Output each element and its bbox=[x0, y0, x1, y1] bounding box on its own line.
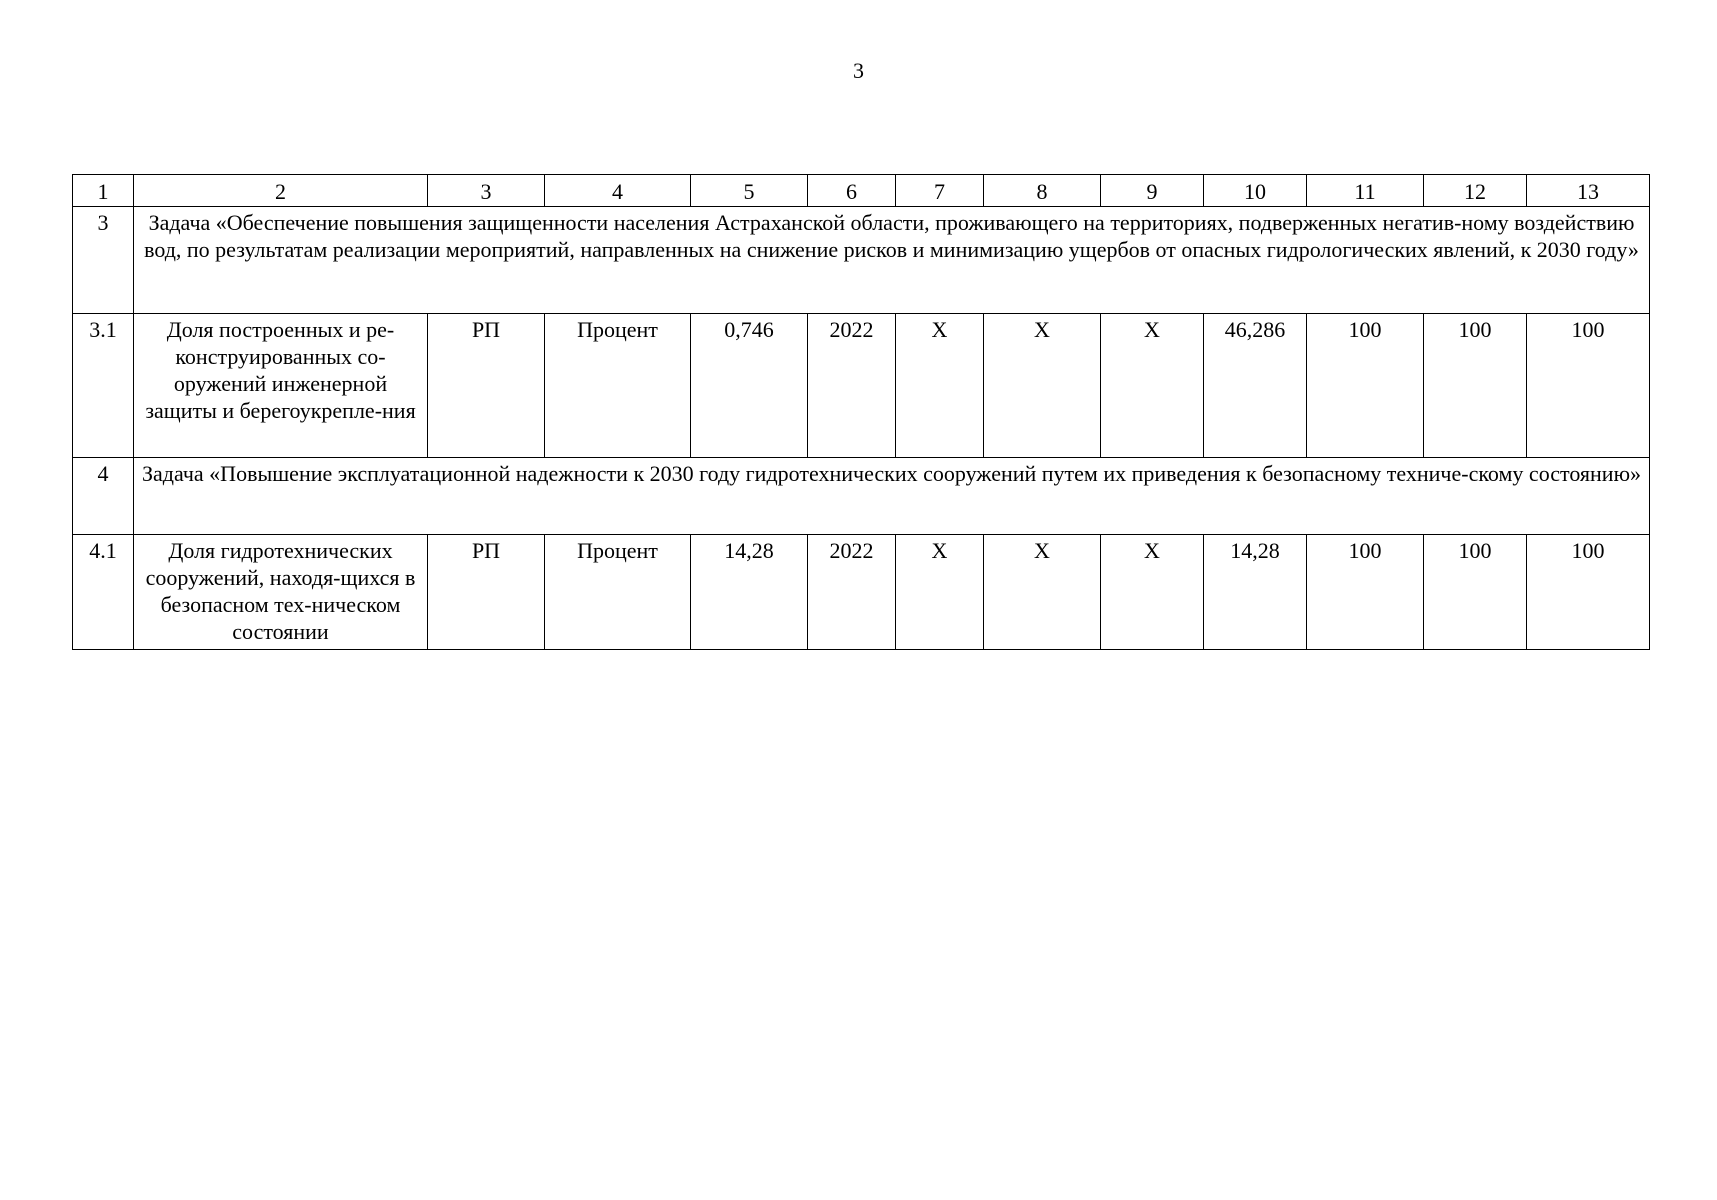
page-number: 3 bbox=[853, 58, 864, 83]
table-header-row bbox=[73, 175, 1650, 207]
task-row bbox=[73, 458, 1650, 535]
column-header: 6 bbox=[808, 175, 896, 207]
indicator-base-year: 2022 bbox=[808, 314, 896, 458]
task-text: Задача «Обеспечение повышения защищенности населения Астраханской области, проживающего на территориях, подверженных негатив-ному воздействию вод, по результатам реализации мероприятий, направленных на снижение рисков и минимизацию ущербов от опасных гидрологических явлений, к 2030 году» bbox=[134, 207, 1650, 314]
indicator-level: РП bbox=[428, 314, 545, 458]
task-number: 3 bbox=[73, 207, 134, 314]
column-header: 9 bbox=[1101, 175, 1204, 207]
indicator-col11: 100 bbox=[1307, 314, 1424, 458]
indicator-col8: Х bbox=[984, 535, 1101, 650]
column-header: 11 bbox=[1307, 175, 1424, 207]
indicator-col12: 100 bbox=[1424, 535, 1527, 650]
indicator-number: 4.1 bbox=[73, 535, 134, 650]
indicator-col9: Х bbox=[1101, 535, 1204, 650]
task-row bbox=[73, 207, 1650, 314]
indicator-base-year: 2022 bbox=[808, 535, 896, 650]
indicator-col12: 100 bbox=[1424, 314, 1527, 458]
column-header: 2 bbox=[134, 175, 428, 207]
column-header: 13 bbox=[1527, 175, 1650, 207]
indicator-unit: Процент bbox=[545, 314, 691, 458]
task-number: 4 bbox=[73, 458, 134, 535]
column-header: 5 bbox=[691, 175, 808, 207]
indicator-name: Доля гидротехнических сооружений, находя-щихся в безопасном тех-ническом состоянии bbox=[134, 535, 428, 650]
indicator-col10: 14,28 bbox=[1204, 535, 1307, 650]
indicator-number: 3.1 bbox=[73, 314, 134, 458]
indicator-base-value: 0,746 bbox=[691, 314, 808, 458]
indicators-table bbox=[72, 174, 1650, 650]
column-header: 4 bbox=[545, 175, 691, 207]
column-header: 10 bbox=[1204, 175, 1307, 207]
indicator-col7: Х bbox=[896, 314, 984, 458]
indicator-col13: 100 bbox=[1527, 314, 1650, 458]
indicator-level: РП bbox=[428, 535, 545, 650]
indicator-col8: Х bbox=[984, 314, 1101, 458]
column-header: 12 bbox=[1424, 175, 1527, 207]
indicator-col10: 46,286 bbox=[1204, 314, 1307, 458]
indicator-name: Доля построенных и ре-конструированных со-оружений инженерной защиты и берегоукрепле-ния bbox=[134, 314, 428, 458]
indicator-row bbox=[73, 535, 1650, 650]
indicator-col13: 100 bbox=[1527, 535, 1650, 650]
column-header: 3 bbox=[428, 175, 545, 207]
indicator-unit: Процент bbox=[545, 535, 691, 650]
task-text: Задача «Повышение эксплуатационной надежности к 2030 году гидротехнических сооружений путем их приведения к безопасному техниче-скому состоянию» bbox=[134, 458, 1650, 535]
column-header: 1 bbox=[73, 175, 134, 207]
column-header: 8 bbox=[984, 175, 1101, 207]
indicator-col11: 100 bbox=[1307, 535, 1424, 650]
indicator-col7: Х bbox=[896, 535, 984, 650]
indicator-col9: Х bbox=[1101, 314, 1204, 458]
column-header: 7 bbox=[896, 175, 984, 207]
indicator-base-value: 14,28 bbox=[691, 535, 808, 650]
indicator-row bbox=[73, 314, 1650, 458]
